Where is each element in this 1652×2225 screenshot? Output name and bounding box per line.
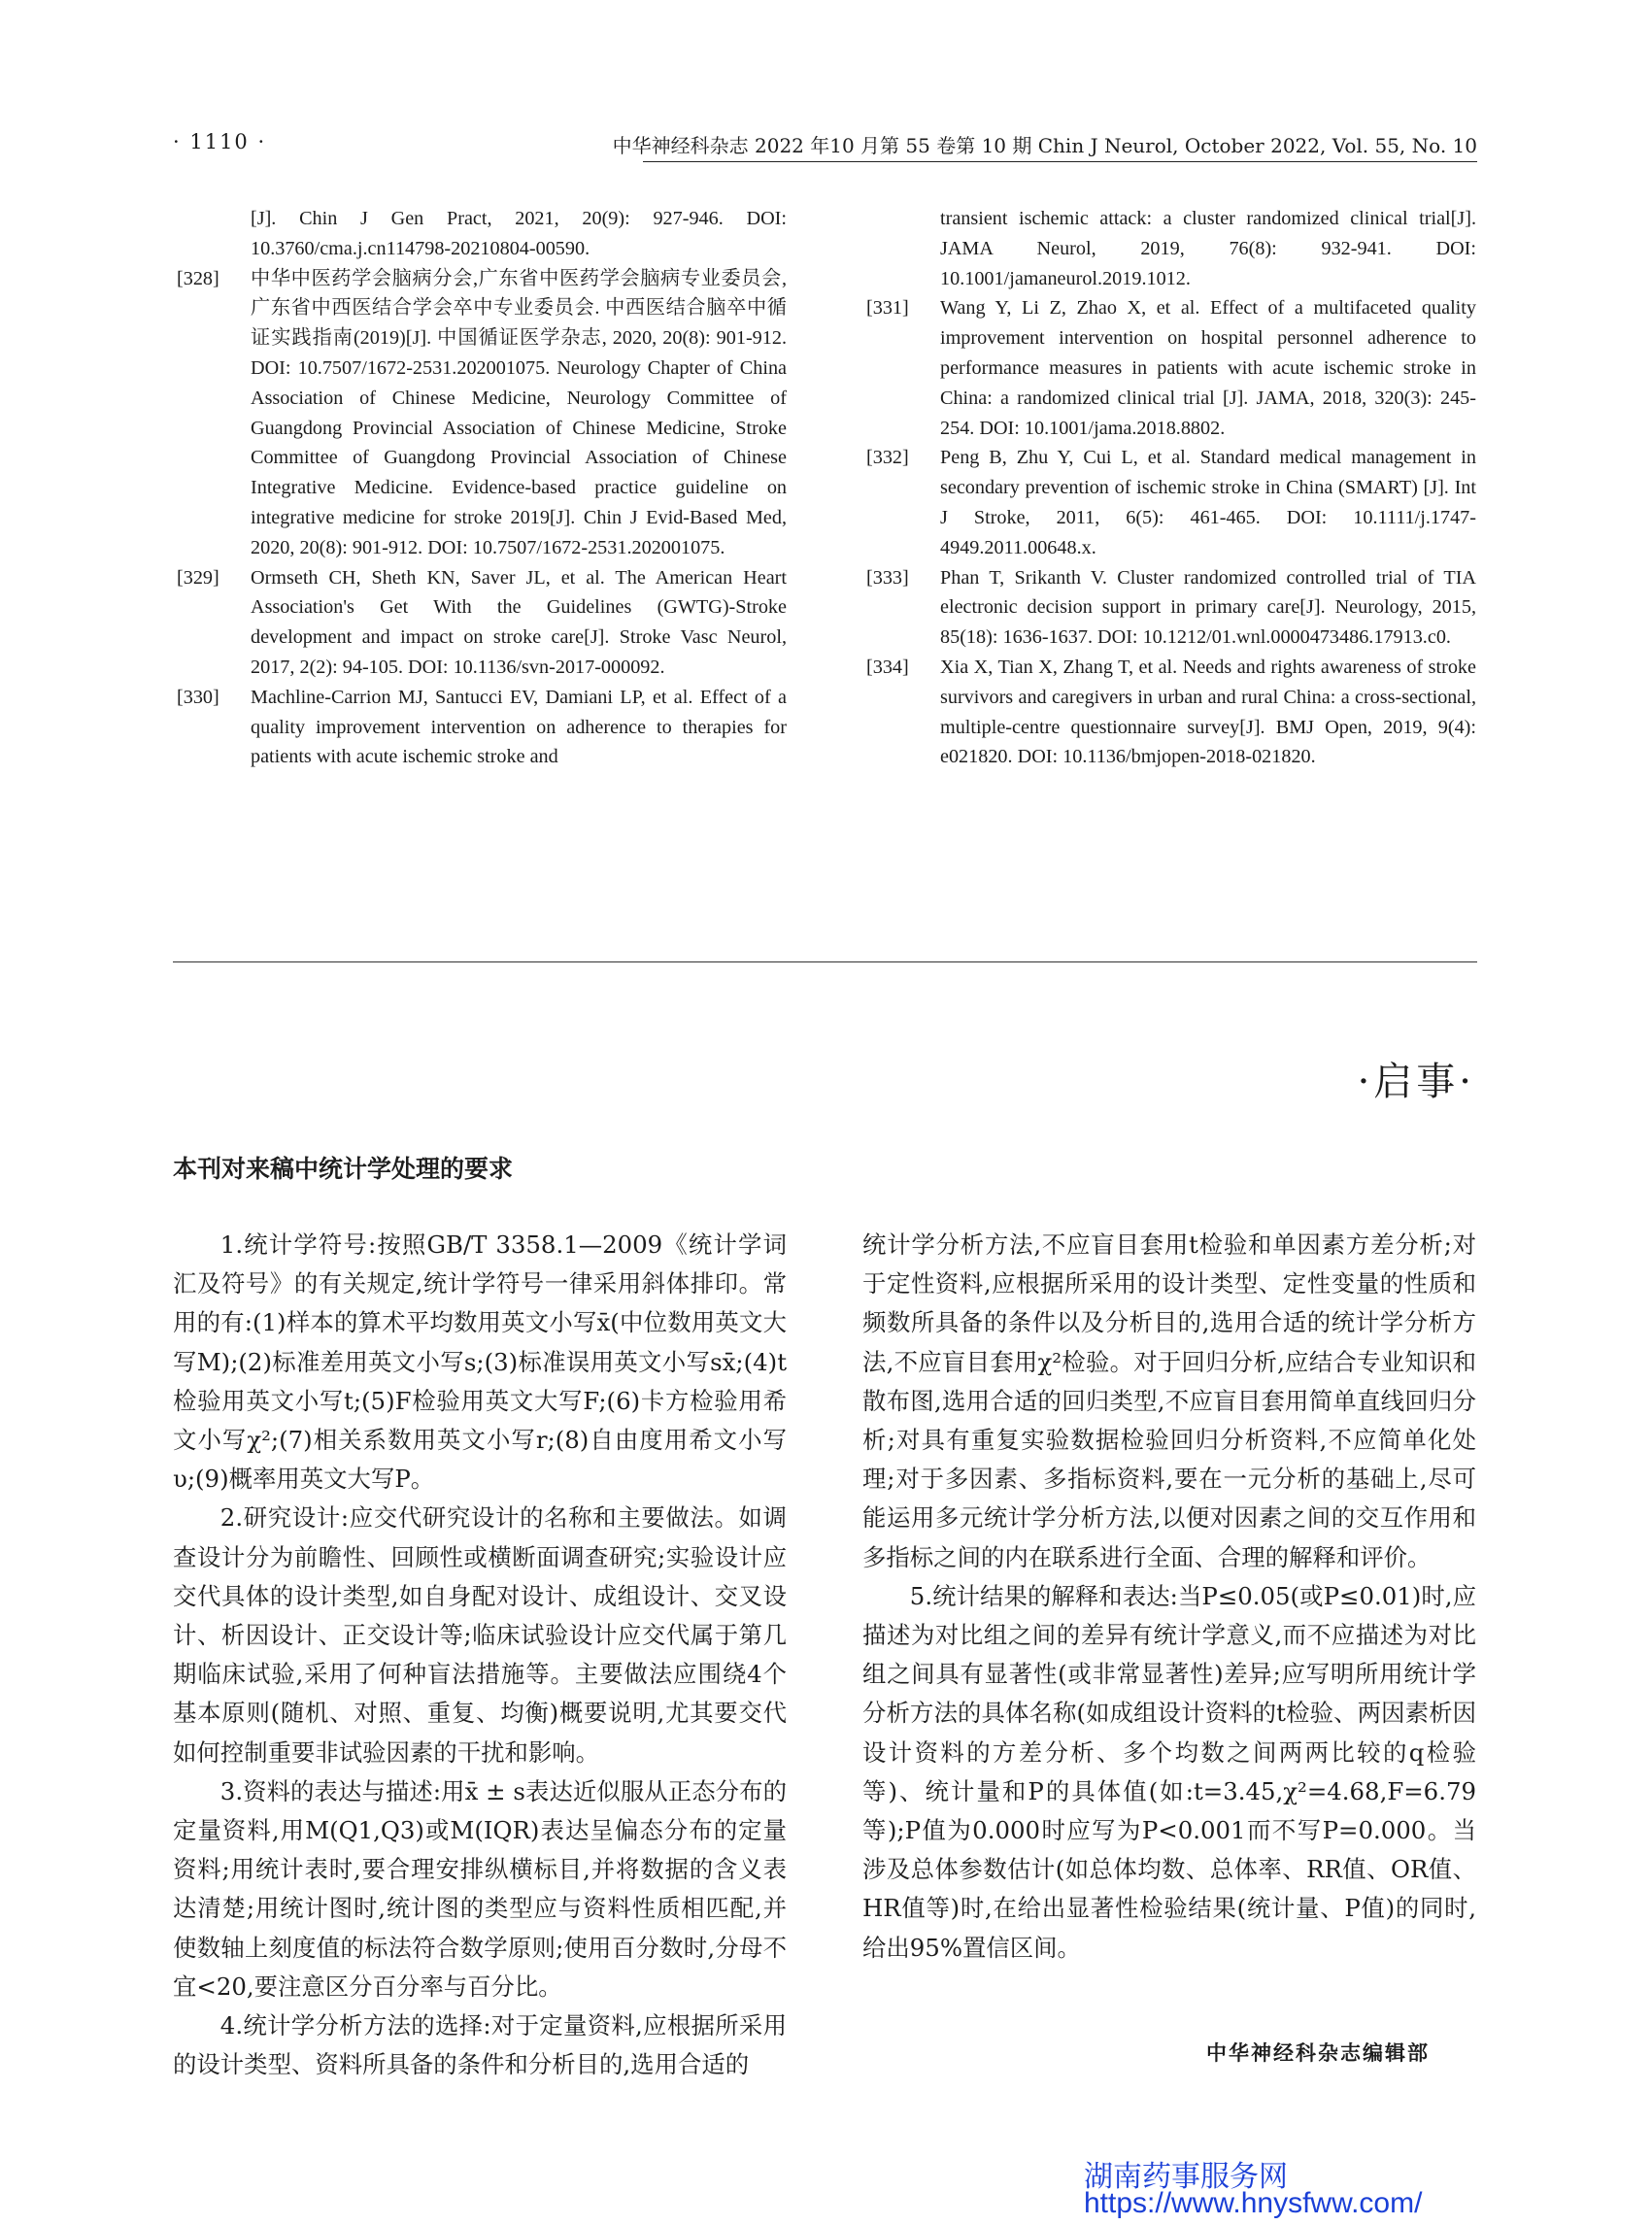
notice-title: 本刊对来稿中统计学处理的要求 <box>173 1155 514 1183</box>
reference-text: transient ischemic attack: a cluster randomized clinical trial[J]. JAMA Neurol, 2019, 76(8): 932-941. DOI: 10.1001/jamaneurol.2019.1012. <box>940 208 1476 289</box>
reference-item <box>862 204 1476 293</box>
watermark-url-link[interactable]: https://www.hnysfww.com/ <box>1084 2187 1423 2219</box>
reference-text: Machline-Carrion MJ, Santucci EV, Damiani LP, et al. Effect of a quality improvement intervention on adherence to therapies for patients with acute ischemic stroke and <box>251 686 787 768</box>
header-rule <box>643 161 1477 162</box>
reference-text: Phan T, Srikanth V. Cluster randomized controlled trial of TIA electronic decision support in primary care[J]. Neurology, 2015, 85(18): 1636-1637. DOI: 10.1212/01.wnl.0000473486.17913.c0. <box>940 566 1476 649</box>
references-left-column <box>173 204 787 772</box>
notice-label: ·启事· <box>1357 1060 1475 1104</box>
reference-number: [331] <box>866 297 909 320</box>
reference-item <box>173 683 787 772</box>
reference-number: [332] <box>866 447 909 469</box>
reference-text: Wang Y, Li Z, Zhao X, et al. Effect of a multifaceted quality improvement intervention on hospital personnel adherence to performance measures in patients with acute ischemic stroke in China: a randomized clinical trial [J]. JAMA, 2018, 320(3): 245-254. DOI: 10.1001/jama.2018.8802. <box>940 297 1476 439</box>
notice-right-column <box>862 1226 1476 1968</box>
reference-text: Peng B, Zhu Y, Cui L, et al. Standard medical management in secondary prevention of ischemic stroke in China (SMART) [J]. Int J Stroke, 2011, 6(5): 461-465. DOI: 10.1111/j.1747-4949.2011.00648.x. <box>940 447 1476 558</box>
reference-item <box>173 563 787 683</box>
notice-paragraph: 统计学分析方法,不应盲目套用t检验和单因素方差分析;对于定性资料,应根据所采用的设计类型、定性变量的性质和频数所具备的条件以及分析目的,选用合适的统计学分析方法,不应盲目套用χ²检验。对于回归分析,应结合专业知识和散布图,选用合适的回归类型,不应盲目套用简单直线回归分析;对具有重复实验数据检验回归分析资料,不应简单化处理;对于多因素、多指标资料,要在一元分析的基础上,尽可能运用多元统计学分析方法,以便对因素之间的交互作用和多指标之间的内在联系进行全面、合理的解释和评价。 <box>862 1230 1476 1571</box>
notice-paragraph: 2.研究设计:应交代研究设计的名称和主要做法。如调查设计分为前瞻性、回顾性或横断面调查研究;实验设计应交代具体的设计类型,如自身配对设计、成组设计、交叉设计、析因设计、正交设计等;临床试验设计应交代属于第几期临床试验,采用了何种盲法措施等。主要做法应围绕4个基本原则(随机、对照、重复、均衡)概要说明,尤其要交代如何控制重要非试验因素的干扰和影响。 <box>173 1503 787 1767</box>
reference-item <box>862 653 1476 772</box>
reference-item <box>862 443 1476 562</box>
reference-text: Ormseth CH, Sheth KN, Saver JL, et al. The American Heart Association's Get With the Guidelines (GWTG)-Stroke development and impact on stroke care[J]. Stroke Vasc Neurol, 2017, 2(2): 94-105. DOI: 10.1136/svn-2017-000092. <box>251 566 787 678</box>
reference-number: [329] <box>177 566 219 589</box>
reference-item <box>862 293 1476 443</box>
references-right-column <box>862 204 1476 772</box>
journal-info: 中华神经科杂志 2022 年10 月第 55 卷第 10 期 Chin J Neurol, October 2022, Vol. 55, No. 10 <box>612 134 1477 157</box>
reference-item <box>862 563 1476 653</box>
reference-text: 中华中医药学会脑病分会,广东省中医药学会脑病专业委员会,广东省中西医结合学会卒中专业委员会. 中西医结合脑卒中循证实践指南(2019)[J]. 中国循证医学杂志, 2020, 20(8): 901-912. DOI: 10.7507/1672-2531.202001075. Neurology Chapter of China Association of Chinese Medicine, Neurology Committee of Guangdong Provincial Association of Chinese Medicine, Stroke Committee of Guangdong Provincial Association of Chinese Integrative Medicine. Evidence-based practice guideline on integrative medicine for stroke 2019[J]. Chin J Evid-Based Med, 2020, 20(8): 901-912. DOI: 10.7507/1672-2531.202001075. <box>251 267 787 558</box>
notice-paragraph: 5.统计结果的解释和表达:当P≤0.05(或P≤0.01)时,应描述为对比组之间的差异有统计学意义,而不应描述为对比组之间具有显著性(或非常显著性)差异;应写明所用统计学分析方法的具体名称(如成组设计资料的t检验、两因素析因设计资料的方差分析、多个均数之间两两比较的q检验等)、统计量和P的具体值(如:t=3.45,χ²=4.68,F=6.79等);P值为0.000时应写为P<0.001而不写P=0.000。当涉及总体参数估计(如总体均数、总体率、RR值、OR值、HR值等)时,在给出显著性检验结果(统计量、P值)的同时,给出95%置信区间。 <box>862 1581 1476 1962</box>
reference-number: [334] <box>866 656 909 678</box>
notice-paragraph: 3.资料的表达与描述:用x̄ ± s表达近似服从正态分布的定量资料,用M(Q1,Q3)或M(IQR)表达呈偏态分布的定量资料;用统计表时,要合理安排纵横标目,并将数据的含义表达清楚;用统计图时,统计图的类型应与资料性质相匹配,并使数轴上刻度值的标法符合数学原则;使用百分数时,分母不宜<20,要注意区分百分率与百分比。 <box>173 1776 787 2001</box>
reference-item <box>173 264 787 563</box>
watermark-site-name: 湖南药事服务网 <box>1084 2160 1288 2194</box>
reference-number: [333] <box>866 566 909 589</box>
notice-paragraph: 1.统计学符号:按照GB/T 3358.1—2009《统计学词汇及符号》的有关规定,统计学符号一律采用斜体排印。常用的有:(1)样本的算术平均数用英文小写x̄(中位数用英文大写M);(2)标准差用英文小写s;(3)标准误用英文小写sx̄;(4)t检验用英文小写t;(5)F检验用英文大写F;(6)卡方检验用希文小写χ²;(7)相关系数用英文小写r;(8)自由度用希文小写υ;(9)概率用英文大写P。 <box>173 1230 787 1494</box>
reference-number: [328] <box>177 267 219 289</box>
reference-item <box>173 204 787 264</box>
notice-left-column <box>173 1226 787 2084</box>
reference-text: Xia X, Tian X, Zhang T, et al. Needs and rights awareness of stroke survivors and caregivers in urban and rural China: a cross-sectional, multiple-centre questionnaire survey[J]. BMJ Open, 2019, 9(4): e021820. DOI: 10.1136/bmjopen-2018-021820. <box>940 656 1476 768</box>
page-number: · 1110 · <box>173 130 267 153</box>
reference-text: [J]. Chin J Gen Pract, 2021, 20(9): 927-946. DOI: 10.3760/cma.j.cn114798-20210804-00590. <box>251 208 787 259</box>
notice-paragraph: 4.统计学分析方法的选择:对于定量资料,应根据所采用的设计类型、资料所具备的条件和分析目的,选用合适的 <box>173 2011 787 2079</box>
reference-number: [330] <box>177 686 219 708</box>
editorial-signature: 中华神经科杂志编辑部 <box>1206 2041 1430 2065</box>
section-divider <box>173 961 1477 962</box>
